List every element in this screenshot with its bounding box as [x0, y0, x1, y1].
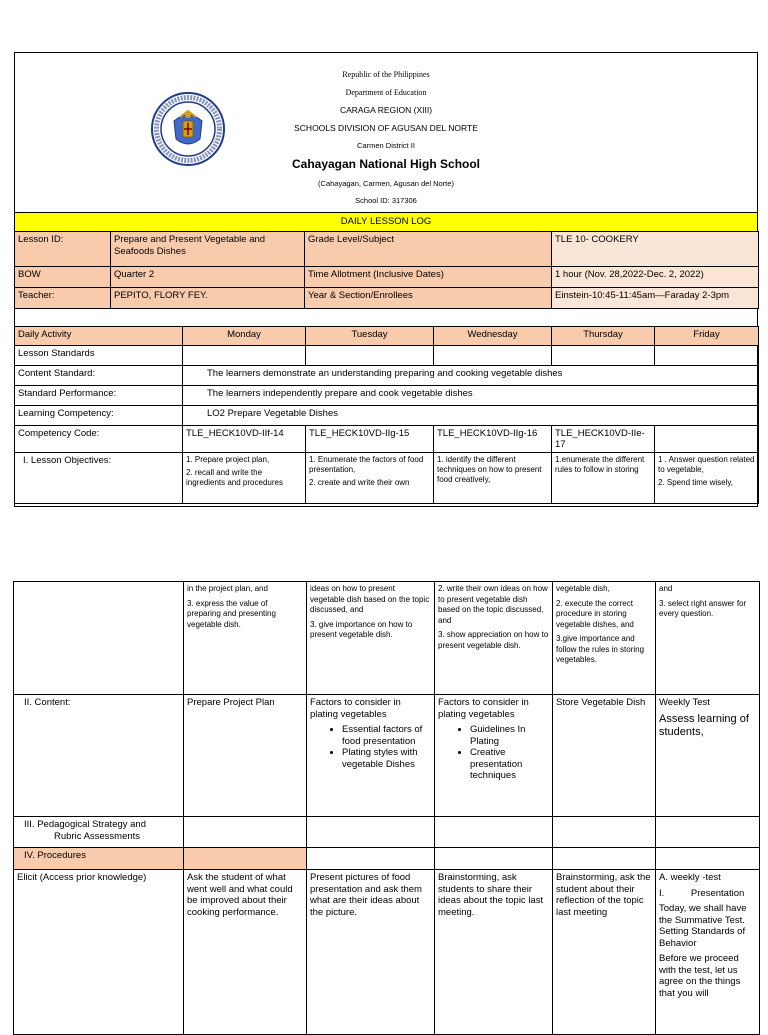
lesson-info-table	[14, 231, 759, 309]
header-division: SCHOOLS DIVISION OF AGUSAN DEL NORTE	[294, 123, 478, 133]
objective-text: 3.give importance and follow the rules in storing vegetables.	[556, 634, 645, 664]
document-header	[15, 53, 757, 212]
content-bullets	[310, 724, 431, 770]
content-text: Factors to consider in plating vegetables	[438, 697, 529, 720]
school-id: School ID: 317306	[355, 196, 417, 205]
header-thursday: Thursday	[552, 327, 655, 346]
lesson-id-value: Prepare and Present Vegetable and Seafoods Dishes	[111, 232, 305, 267]
school-address: (Cahayagan, Carmen, Agusan del Norte)	[318, 179, 454, 188]
learning-competency-value: LO2 Prepare Vegetable Dishes	[183, 406, 759, 426]
performance-standard-value: The learners independently prepare and cook vegetable dishes	[183, 386, 759, 406]
objectives-cont-monday	[184, 582, 307, 695]
empty-cell	[307, 817, 435, 848]
pedagogical-label-line1: III. Pedagogical Strategy and	[24, 819, 146, 830]
objective-text: 2. create and write their own	[309, 478, 410, 487]
objectives-monday	[183, 453, 306, 504]
objectives-cont-wednesday	[435, 582, 553, 695]
objective-text: 2. Spend time wisely,	[658, 478, 733, 487]
time-allotment-value: 1 hour (Nov. 28,2022-Dec. 2, 2022)	[552, 267, 759, 288]
content-text: Assess learning of students,	[659, 712, 749, 738]
elicit-text: A. weekly -test	[659, 872, 721, 883]
code-tuesday: TLE_HECK10VD-IIg-15	[306, 426, 434, 453]
objective-text: 3. express the value of preparing and presenting vegetable dish.	[187, 598, 276, 629]
header-friday: Friday	[655, 327, 759, 346]
lesson-id-label: Lesson ID:	[15, 232, 111, 267]
empty-cell	[656, 817, 760, 848]
empty-cell	[184, 817, 307, 848]
header-tuesday: Tuesday	[306, 327, 434, 346]
list-item: • Creative presentation techniques	[470, 747, 549, 782]
code-wednesday: TLE_HECK10VD-IIg-16	[434, 426, 552, 453]
bow-value: Quarter 2	[111, 267, 305, 288]
list-item: • Essential factors of food presentation	[342, 724, 431, 747]
elicit-text: Today, we shall have the Summative Test. Setting Standards of Behavior	[659, 903, 747, 949]
lesson-standards-label: Lesson Standards	[15, 346, 183, 366]
objective-text: 3. show appreciation on how to present vegetable dish.	[438, 630, 549, 650]
content-text: Weekly Test	[659, 697, 710, 708]
objective-text: 2. write their own ideas on how to present vegetable dish based on the topic discussed, and	[438, 584, 548, 625]
list-item: • Guidelines In Plating	[470, 724, 549, 747]
empty-cell	[306, 346, 434, 366]
content-standard-value: The learners demonstrate an understanding preparing and cooking vegetable dishes	[183, 366, 759, 386]
objectives-continued-row	[14, 582, 760, 695]
content-thursday: Store Vegetable Dish	[553, 695, 656, 817]
objectives-cont-friday	[656, 582, 760, 695]
objectives-thursday	[552, 453, 655, 504]
pedagogical-label-line2: Rubric Assessments	[54, 830, 141, 842]
empty-cell	[553, 817, 656, 848]
bow-label: BOW	[15, 267, 111, 288]
content-row	[14, 695, 760, 817]
content-standard-label: Content Standard:	[15, 366, 183, 386]
objectives-cont-tuesday	[307, 582, 435, 695]
time-allotment-label: Time Allotment (Inclusive Dates)	[305, 267, 552, 288]
empty-cell	[307, 848, 435, 870]
empty-cell	[435, 817, 553, 848]
year-section-value: Einstein-10:45-11:45am—Faraday 2-3pm	[552, 288, 759, 309]
elicit-wednesday: Brainstorming, ask students to share their ideas about the topic last meeting.	[435, 870, 553, 1035]
content-tuesday	[307, 695, 435, 817]
lesson-id-row	[15, 232, 759, 267]
bow-row	[15, 267, 759, 288]
learning-competency-row	[15, 406, 759, 426]
objective-text: 1. identify the different techniques on how to present food creatively,	[437, 455, 542, 484]
activity-header-row	[15, 327, 759, 346]
content-label: II. Content:	[14, 695, 184, 817]
performance-standard-label: Standard Performance:	[15, 386, 183, 406]
empty-cell	[434, 346, 552, 366]
objective-text: in the project plan, and	[187, 584, 268, 593]
empty-cell	[14, 582, 184, 695]
daily-lesson-log-title: DAILY LESSON LOG	[15, 212, 757, 232]
learning-competency-label: Learning Competency:	[15, 406, 183, 426]
competency-code-row	[15, 426, 759, 453]
objectives-tuesday	[306, 453, 434, 504]
header-wednesday: Wednesday	[434, 327, 552, 346]
elicit-monday: Ask the student of what went well and what could be improved about their cooking performance.	[184, 870, 307, 1035]
teacher-row	[15, 288, 759, 309]
elicit-friday	[656, 870, 760, 1035]
header-region: CARAGA REGION (XIII)	[339, 105, 433, 115]
competency-code-label: Competency Code:	[15, 426, 183, 453]
objective-text: and	[659, 584, 673, 593]
objectives-cont-thursday	[553, 582, 656, 695]
objectives-row	[15, 453, 759, 504]
header-daily-activity: Daily Activity	[15, 327, 183, 346]
daily-activity-table	[14, 326, 759, 504]
code-friday	[655, 426, 759, 453]
teacher-value: PEPITO, FLORY FEY.	[111, 288, 305, 309]
elicit-text	[659, 888, 756, 900]
content-wednesday	[435, 695, 553, 817]
objective-text: 2. recall and write the ingredients and procedures	[186, 468, 283, 487]
content-friday	[656, 695, 760, 817]
objective-text: 1. Enumerate the factors of food presentation,	[309, 455, 424, 474]
objective-text: 2. execute the correct procedure in storing vegetable dishes, and	[556, 598, 634, 629]
pedagogical-row	[14, 817, 760, 848]
roman-numeral: I.	[659, 887, 665, 899]
elicit-label: Elicit (Access prior knowledge)	[14, 870, 184, 1035]
objective-text: 3. give importance on how to present vegetable dish.	[310, 619, 413, 639]
elicit-row	[14, 870, 760, 1035]
objectives-wednesday	[434, 453, 552, 504]
empty-cell	[435, 848, 553, 870]
header-district: Carmen District II	[357, 141, 415, 150]
list-item: • Plating styles with vegetable Dishes	[342, 747, 431, 770]
grade-label: Grade Level/Subject	[305, 232, 552, 267]
header-republic: Republic of the Philippines	[342, 70, 430, 79]
content-bullets	[438, 724, 549, 782]
performance-standard-row	[15, 386, 759, 406]
empty-cell	[552, 346, 655, 366]
lesson-log-page-1	[14, 52, 758, 507]
lesson-log-page-2	[13, 581, 760, 1035]
objectives-friday	[655, 453, 759, 504]
code-thursday: TLE_HECK10VD-IIe-17	[552, 426, 655, 453]
teacher-label: Teacher:	[15, 288, 111, 309]
objectives-label: I. Lesson Objectives:	[15, 453, 183, 504]
elicit-text: Presentation	[690, 887, 745, 899]
header-monday: Monday	[183, 327, 306, 346]
elicit-tuesday: Present pictures of food presentation and ask them what are their ideas about the picture.	[307, 870, 435, 1035]
elicit-text: Before we proceed with the test, let us agree on the things that you will	[659, 953, 741, 999]
school-name: Cahayagan National High School	[291, 157, 481, 171]
objective-text: ideas on how to present vegetable dish based on the topic discussed, and	[310, 584, 430, 614]
objective-text: 1. Prepare project plan,	[186, 455, 270, 464]
grade-value: TLE 10- COOKERY	[552, 232, 759, 267]
objective-text: vegetable dish,	[556, 584, 610, 593]
objective-text: 1 . Answer question related to vegetable,	[658, 455, 755, 474]
empty-cell	[184, 848, 307, 870]
objective-text: 1.enumerate the different rules to follow in storing	[555, 455, 645, 474]
code-monday: TLE_HECK10VD-IIf-14	[183, 426, 306, 453]
objective-text: 3. select right answer for every question.	[659, 598, 747, 618]
elicit-thursday: Brainstorming, ask the student about their reflection of the topic last meeting	[553, 870, 656, 1035]
empty-cell	[655, 346, 759, 366]
content-text: Factors to consider in plating vegetables	[310, 697, 401, 720]
year-section-label: Year & Section/Enrollees	[305, 288, 552, 309]
content-standard-row	[15, 366, 759, 386]
procedures-label: IV. Procedures	[14, 848, 184, 870]
procedures-row	[14, 848, 760, 870]
empty-cell	[553, 848, 656, 870]
empty-cell	[656, 848, 760, 870]
empty-cell	[183, 346, 306, 366]
lesson-standards-row	[15, 346, 759, 366]
header-department: Department of Education	[345, 88, 427, 97]
content-monday: Prepare Project Plan	[184, 695, 307, 817]
pedagogical-label	[14, 817, 184, 848]
